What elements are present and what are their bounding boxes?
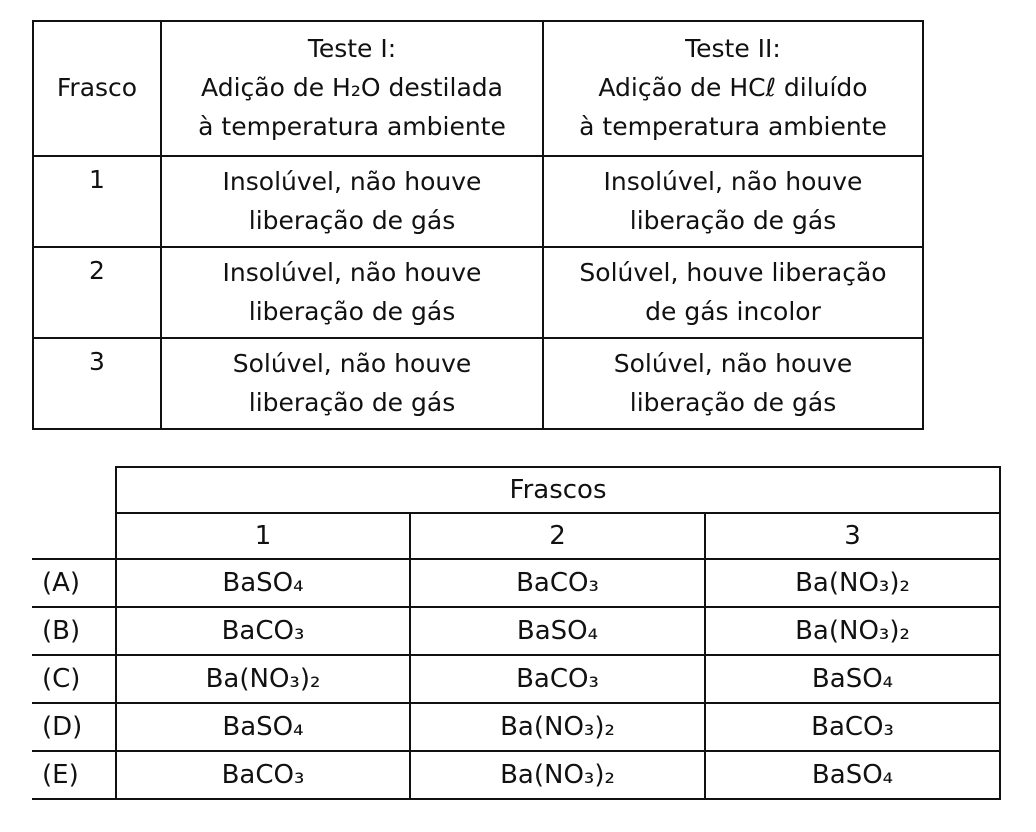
frasco-number: 3 bbox=[33, 338, 161, 429]
formula-cell: Ba(NO₃)₂ bbox=[116, 655, 410, 703]
option-letter: (D) bbox=[32, 703, 116, 751]
teste1-header-line: Teste I: bbox=[307, 34, 397, 64]
options-table bbox=[32, 466, 1001, 800]
frasco-header bbox=[33, 21, 161, 156]
teste1-result bbox=[161, 156, 543, 247]
result-line: liberação de gás bbox=[629, 387, 837, 417]
teste2-header bbox=[543, 21, 923, 156]
formula-cell: BaSO₄ bbox=[705, 655, 1000, 703]
result-line: Solúvel, não houve bbox=[232, 348, 472, 378]
frasco-number: 1 bbox=[33, 156, 161, 247]
frasco-header-text: Frasco bbox=[56, 73, 138, 103]
result-line: liberação de gás bbox=[248, 387, 456, 417]
formula-cell: BaCO₃ bbox=[410, 559, 705, 607]
table-row bbox=[33, 156, 923, 247]
formula-cell: BaCO₃ bbox=[410, 655, 705, 703]
option-letter: (B) bbox=[32, 607, 116, 655]
teste2-header-line: Adição de HCℓ diluído bbox=[598, 73, 868, 103]
options-group-header-row bbox=[32, 467, 1000, 513]
teste2-result bbox=[543, 156, 923, 247]
tests-table-header-row bbox=[33, 21, 923, 156]
frasco-number: 2 bbox=[33, 247, 161, 338]
option-row bbox=[32, 655, 1000, 703]
formula-cell: BaSO₄ bbox=[705, 751, 1000, 799]
formula-cell: BaCO₃ bbox=[116, 751, 410, 799]
option-letter: (C) bbox=[32, 655, 116, 703]
formula-cell: Ba(NO₃)₂ bbox=[410, 751, 705, 799]
tests-table bbox=[32, 20, 924, 430]
result-line: Solúvel, não houve bbox=[613, 348, 853, 378]
result-line: Insolúvel, não houve bbox=[603, 166, 863, 196]
formula-cell: Ba(NO₃)₂ bbox=[705, 607, 1000, 655]
teste2-result bbox=[543, 338, 923, 429]
formula-cell: BaSO₄ bbox=[410, 607, 705, 655]
column-header: 2 bbox=[410, 513, 705, 559]
result-line: liberação de gás bbox=[248, 296, 456, 326]
option-row bbox=[32, 751, 1000, 799]
result-line: Insolúvel, não houve bbox=[222, 257, 482, 287]
result-line: de gás incolor bbox=[645, 296, 821, 326]
empty-corner bbox=[32, 513, 116, 559]
teste1-result bbox=[161, 338, 543, 429]
formula-cell: Ba(NO₃)₂ bbox=[410, 703, 705, 751]
formula-cell: BaCO₃ bbox=[116, 607, 410, 655]
formula-cell: BaSO₄ bbox=[116, 703, 410, 751]
formula-cell: BaCO₃ bbox=[705, 703, 1000, 751]
option-letter: (A) bbox=[32, 559, 116, 607]
teste2-result bbox=[543, 247, 923, 338]
teste1-header bbox=[161, 21, 543, 156]
formula-cell: Ba(NO₃)₂ bbox=[705, 559, 1000, 607]
column-header: 3 bbox=[705, 513, 1000, 559]
option-row bbox=[32, 607, 1000, 655]
frascos-header: Frascos bbox=[116, 467, 1000, 513]
column-header: 1 bbox=[116, 513, 410, 559]
teste1-result bbox=[161, 247, 543, 338]
option-row bbox=[32, 703, 1000, 751]
table-row bbox=[33, 247, 923, 338]
formula-cell: BaSO₄ bbox=[116, 559, 410, 607]
teste2-header-line: à temperatura ambiente bbox=[579, 111, 887, 141]
result-line: liberação de gás bbox=[248, 205, 456, 235]
teste1-header-line: à temperatura ambiente bbox=[198, 111, 506, 141]
result-line: Insolúvel, não houve bbox=[222, 166, 482, 196]
result-line: Solúvel, houve liberação bbox=[579, 257, 887, 287]
teste2-header-line: Teste II: bbox=[685, 34, 781, 64]
table-row bbox=[33, 338, 923, 429]
option-row bbox=[32, 559, 1000, 607]
result-line: liberação de gás bbox=[629, 205, 837, 235]
options-column-header-row bbox=[32, 513, 1000, 559]
empty-corner bbox=[32, 467, 116, 513]
option-letter: (E) bbox=[32, 751, 116, 799]
teste1-header-line: Adição de H₂O destilada bbox=[201, 73, 503, 103]
